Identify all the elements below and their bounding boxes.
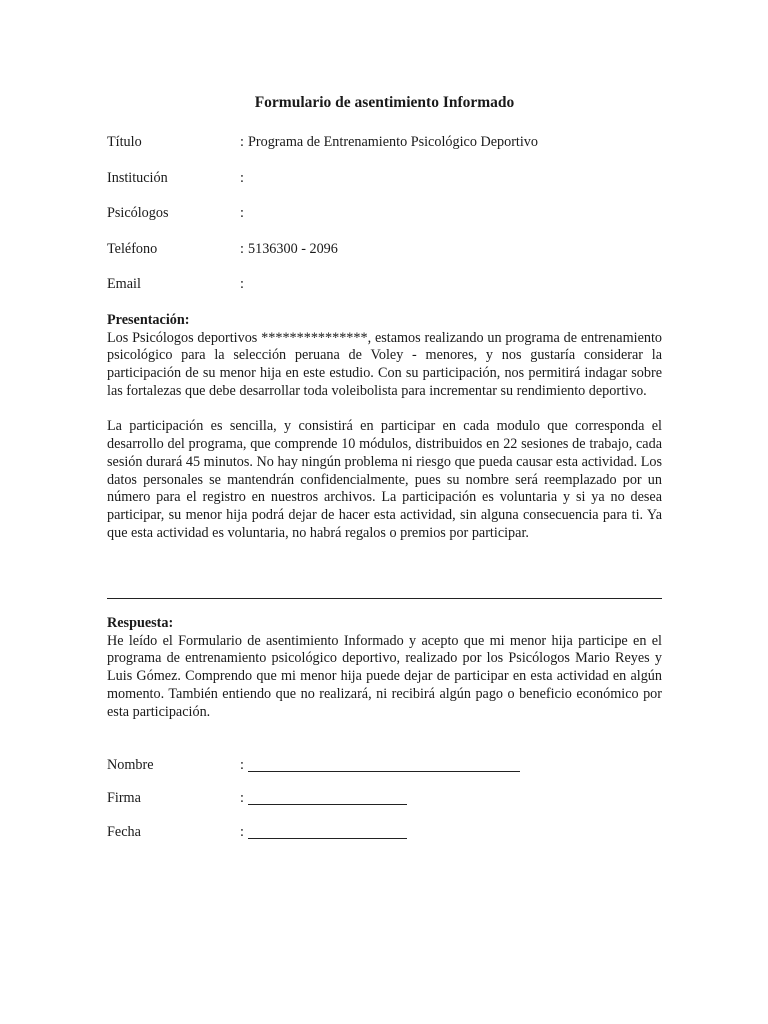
field-telefono bbox=[107, 239, 662, 259]
signature-label-firma: Firma bbox=[107, 790, 141, 806]
field-colon: : bbox=[240, 134, 244, 150]
firma-blank-line[interactable] bbox=[248, 804, 407, 805]
field-colon: : bbox=[240, 241, 244, 257]
response-paragraph: He leído el Formulario de asentimiento Informado y acepto que mi menor hija participe en el programa de entrenamiento psicológico deportivo, realizado por los Psicólogos Mario Reyes y Luis Gómez. Comprendo que mi menor hija puede dejar de participar en esta actividad en algún momento. También entiendo que no realizará, ni recibirá algún pago o beneficio económico por esta participación. bbox=[107, 632, 662, 720]
field-institucion bbox=[107, 168, 662, 188]
field-colon: : bbox=[240, 790, 244, 806]
response-heading: Respuesta: bbox=[107, 615, 174, 631]
signature-field-fecha bbox=[107, 822, 662, 842]
field-value-titulo: Programa de Entrenamiento Psicológico Deportivo bbox=[248, 134, 538, 150]
field-colon: : bbox=[240, 205, 244, 221]
response-section bbox=[107, 615, 662, 721]
presentation-paragraph-1: Los Psicólogos deportivos ***************, estamos realizando un programa de entrenamiento psicológico para la selección peruana de Voley - menores, y nos gustaría considerar la participación de su menor hija en este estudio. Con su participación, nos permitirá indagar sobre las fortalezas que debe desarrollar toda voleibolista para incrementar su rendimiento deportivo. bbox=[107, 329, 662, 399]
signature-field-nombre bbox=[107, 755, 662, 775]
field-colon: : bbox=[240, 824, 244, 840]
document-title: Formulario de asentimiento Informado bbox=[254, 94, 515, 111]
field-colon: : bbox=[240, 170, 244, 186]
section-divider bbox=[107, 598, 662, 599]
presentation-paragraph-2: La participación es sencilla, y consistirá en participar en cada modulo que corresponda el desarrollo del programa, que comprende 10 módulos, distribuidos en 22 sesiones de trabajo, cada sesión durará 45 minutos. No hay ningún problema ni riesgo que pueda causar esta actividad. Los datos personales se mantendrán confidencialmente, pues su nombre será reemplazado por un número para el registro en nuestros archivos. La participación es voluntaria y si ya no desea participar, su menor hija podrá dejar de hacer esta actividad, sin alguna consecuencia para ti. Ya que esta actividad es voluntaria, no habrá regalos o premios por participar. bbox=[107, 418, 662, 541]
fecha-blank-line[interactable] bbox=[248, 838, 407, 839]
field-label-email: Email bbox=[107, 276, 141, 292]
field-value-telefono: 5136300 - 2096 bbox=[248, 241, 338, 257]
signature-label-nombre: Nombre bbox=[107, 757, 154, 773]
field-label-psicologos: Psicólogos bbox=[107, 205, 169, 221]
consent-form-page bbox=[107, 0, 662, 1024]
field-label-telefono: Teléfono bbox=[107, 241, 158, 257]
field-label-institucion: Institución bbox=[107, 170, 168, 186]
signature-label-fecha: Fecha bbox=[107, 824, 141, 840]
field-label-titulo: Título bbox=[107, 134, 142, 150]
field-colon: : bbox=[240, 276, 244, 292]
field-email bbox=[107, 274, 662, 294]
presentation-heading: Presentación: bbox=[107, 312, 190, 328]
nombre-blank-line[interactable] bbox=[248, 771, 520, 772]
field-titulo bbox=[107, 132, 662, 152]
presentation-section bbox=[107, 312, 662, 543]
field-psicologos bbox=[107, 203, 662, 223]
signature-field-firma bbox=[107, 788, 662, 808]
field-colon: : bbox=[240, 757, 244, 773]
